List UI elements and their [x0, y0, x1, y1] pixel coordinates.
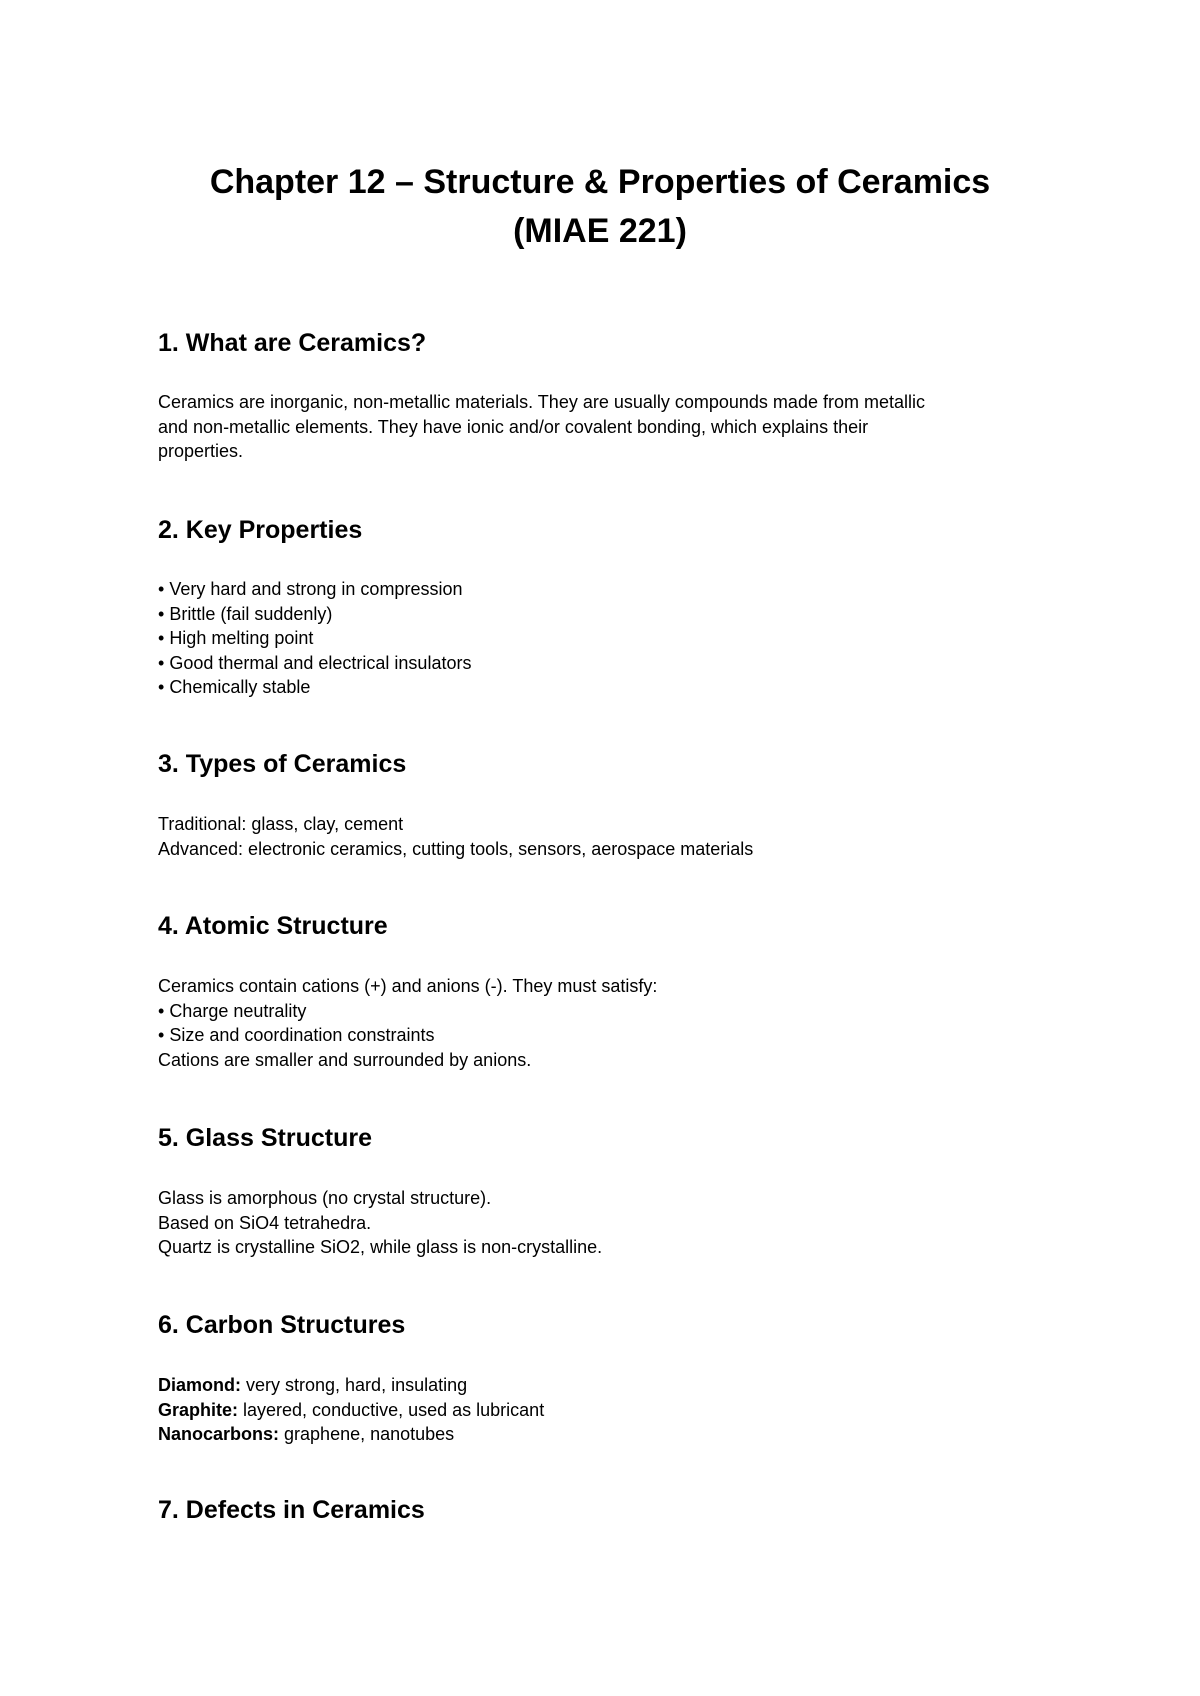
- definition-term: Diamond:: [158, 1375, 241, 1395]
- section-body-glass-structure: [158, 1186, 1058, 1260]
- definition-row: [158, 1373, 1058, 1398]
- list-item: • Very hard and strong in compression: [158, 577, 1058, 602]
- paragraph-line: Cations are smaller and surrounded by anions.: [158, 1049, 532, 1070]
- list-item: • High melting point: [158, 626, 1058, 651]
- section-heading-carbon-structures: 6. Carbon Structures: [158, 1311, 406, 1339]
- section-heading-types-of-ceramics: 3. Types of Ceramics: [158, 750, 407, 778]
- section-heading-defects-in-ceramics: 7. Defects in Ceramics: [158, 1496, 425, 1524]
- definition-desc: graphene, nanotubes: [279, 1424, 455, 1444]
- list-item: • Size and coordination constraints: [158, 1023, 1058, 1048]
- list-item: • Charge neutrality: [158, 999, 1058, 1024]
- key-properties-list: [158, 577, 1058, 700]
- paragraph-line: Ceramics contain cations (+) and anions (-). They must satisfy:: [158, 976, 658, 996]
- document-title: Chapter 12 – Structure & Properties of Ceramics: [209, 163, 991, 201]
- list-item: • Chemically stable: [158, 675, 1058, 700]
- list-item: • Brittle (fail suddenly): [158, 602, 1058, 627]
- definition-term: Nanocarbons:: [158, 1424, 280, 1444]
- list-item: • Good thermal and electrical insulators: [158, 651, 1058, 676]
- paragraph-line: Ceramics are inorganic, non-metallic materials. They are usually compounds made from metallic: [158, 392, 925, 412]
- paragraph-line: Advanced: electronic ceramics, cutting tools, sensors, aerospace materials: [158, 838, 754, 859]
- section-heading-atomic-structure: 4. Atomic Structure: [158, 912, 388, 940]
- document-subtitle: (MIAE 221): [513, 212, 687, 250]
- section-heading-key-properties: 2. Key Properties: [158, 516, 363, 544]
- definition-desc: layered, conductive, used as lubricant: [238, 1399, 545, 1420]
- paragraph-line: Quartz is crystalline SiO2, while glass is non-crystalline.: [158, 1237, 603, 1257]
- definition-row: [158, 1398, 1058, 1423]
- section-body-atomic-structure: [158, 974, 1058, 1072]
- definition-term: Graphite:: [158, 1399, 239, 1420]
- paragraph-line: and non-metallic elements. They have ionic and/or covalent bonding, which explains their: [158, 416, 869, 437]
- section-body-types-of-ceramics: [158, 812, 1058, 861]
- definition-row: [158, 1422, 1058, 1447]
- definition-desc: very strong, hard, insulating: [241, 1375, 468, 1395]
- section-body-what-are-ceramics: [158, 390, 1058, 464]
- section-heading-what-are-ceramics: 1. What are Ceramics?: [158, 329, 427, 357]
- paragraph-line: Based on SiO4 tetrahedra.: [158, 1212, 372, 1233]
- section-heading-glass-structure: 5. Glass Structure: [158, 1124, 372, 1152]
- paragraph-line: Glass is amorphous (no crystal structure).: [158, 1188, 492, 1208]
- section-body-carbon-structures: [158, 1373, 1058, 1447]
- paragraph-line: Traditional: glass, clay, cement: [158, 814, 404, 834]
- paragraph-line: properties.: [158, 441, 244, 461]
